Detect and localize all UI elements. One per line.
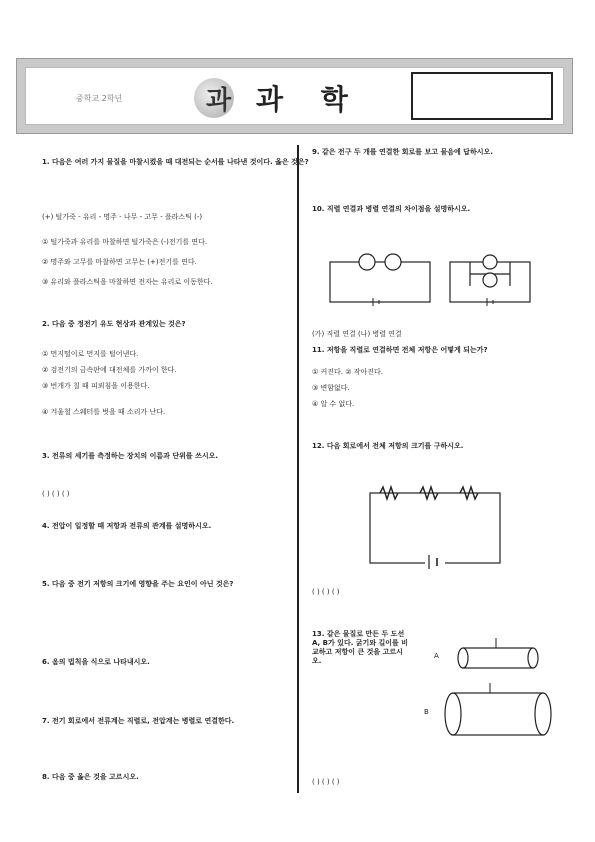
question-9: 9. 같은 전구 두 개를 연결한 회로를 보고 물음에 답하시오. (312, 148, 493, 156)
q1-choice-2: ② 명주와 고무를 마찰하면 고무는 (+)전기를 띤다. (42, 258, 197, 266)
q11-choice-4: ④ 알 수 없다. (312, 400, 355, 408)
question-8: 8. 다음 중 옳은 것을 고르시오. (42, 773, 139, 781)
q2-choice-1: ① 먼지떨이로 먼지를 털어낸다. (42, 350, 139, 358)
q2-choice-2: ② 검전기의 금속판에 대전체를 가까이 한다. (42, 366, 177, 374)
q1-choice-3: ③ 유리와 플라스틱을 마찰하면 전자는 유리로 이동한다. (42, 278, 213, 286)
score-box (411, 72, 553, 120)
q1-choice-1: ① 털가죽과 유리를 마찰하면 털가죽은 (-)전기를 띤다. (42, 238, 208, 246)
question-4: 4. 전압이 일정할 때 저항과 전류의 관계를 설명하시오. (42, 522, 212, 530)
q3-answer-blanks: ( ) ( ) ( ) (42, 490, 70, 498)
subject-title: 과 학 (256, 83, 362, 116)
question-11: 11. 저항을 직렬로 연결하면 전체 저항은 어떻게 되는가? (312, 346, 488, 354)
q2-choice-3: ③ 번개가 칠 때 피뢰침을 이용한다. (42, 382, 150, 390)
question-7: 7. 전기 회로에서 전류계는 직렬로, 전압계는 병렬로 연결한다. (42, 717, 235, 725)
question-5: 5. 다음 중 전기 저항의 크기에 영향을 주는 요인이 아닌 것은? (42, 580, 234, 588)
question-1: 1. 다음은 여러 가지 물질을 마찰시켰을 때 대전되는 순서를 나타낸 것이다. 옳은 것은? (42, 158, 309, 166)
question-13: 13. 같은 물질로 만든 두 도선 A, B가 있다. 굵기와 길이를 비교하고 저항이 큰 것을 고르시오. (312, 630, 409, 665)
q1-series: (+) 털가죽 - 유리 - 명주 - 나무 - 고무 - 플라스틱 (-) (42, 213, 203, 221)
q13-answer-blanks: ( ) ( ) ( ) (312, 778, 340, 786)
q11-choice-1: ① 커진다. ② 작아진다. (312, 368, 384, 376)
subject-number: 과 (206, 86, 232, 116)
q12-answer-blanks: ( ) ( ) ( ) (312, 588, 340, 596)
q10-labels: (가) 직렬 연결 (나) 병렬 연결 (312, 330, 402, 338)
question-12: 12. 다음 회로에서 전체 저항의 크기를 구하시오. (312, 442, 464, 450)
q2-choice-4: ④ 겨울철 스웨터를 벗을 때 소리가 난다. (42, 408, 166, 416)
grade-label: 중학교 2학년 (76, 94, 123, 103)
wire-comparison-diagram (438, 638, 558, 758)
header-banner (16, 58, 573, 134)
question-2: 2. 다음 중 정전기 유도 현상과 관계있는 것은? (42, 320, 186, 328)
wire-b-label: B (424, 708, 429, 716)
column-divider (297, 145, 299, 793)
q11-choice-3: ③ 변함없다. (312, 384, 350, 392)
question-10: 10. 직렬 연결과 병렬 연결의 차이점을 설명하시오. (312, 205, 471, 213)
question-6: 6. 옴의 법칙을 식으로 나타내시오. (42, 658, 150, 666)
resistor-circuit-diagram (365, 485, 505, 570)
series-parallel-circuit-diagram (325, 252, 545, 312)
wire-a-label: A (434, 652, 439, 660)
question-3: 3. 전류의 세기를 측정하는 장치의 이름과 단위를 쓰시오. (42, 452, 219, 460)
header-inner (25, 67, 564, 125)
